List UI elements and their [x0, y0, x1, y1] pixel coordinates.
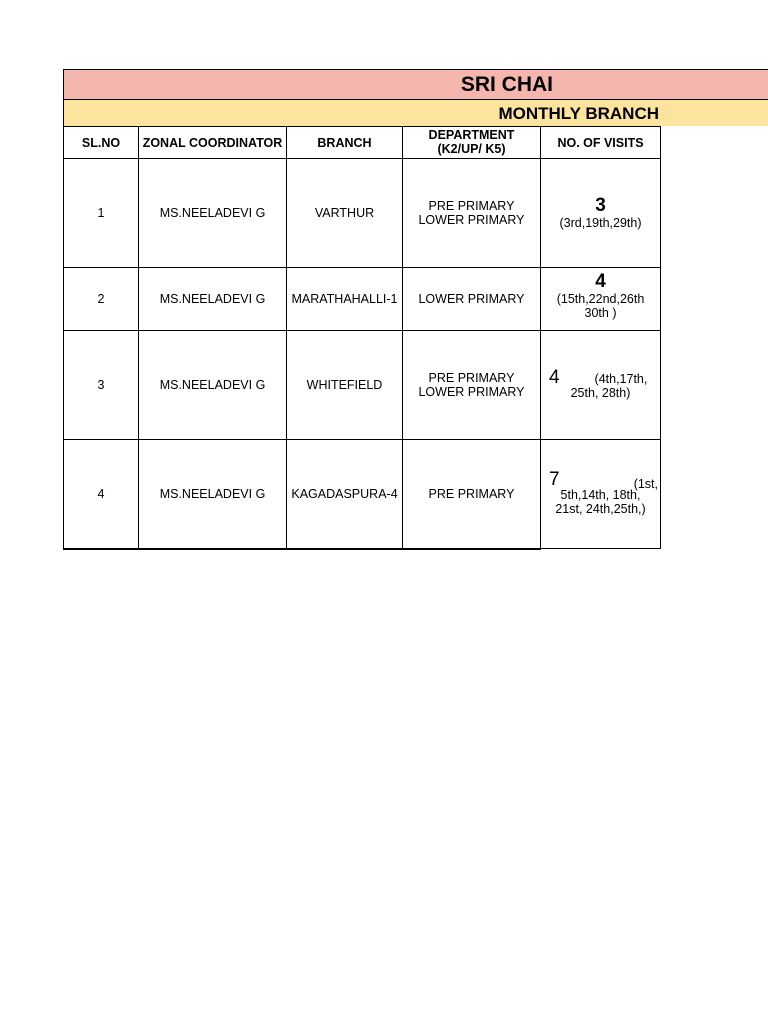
table-row	[64, 331, 661, 440]
header-department: DEPARTMENT (K2/UP/ K5)	[403, 127, 541, 159]
cell-zonal: MS.NEELADEVI G	[139, 268, 287, 331]
cell-department	[403, 159, 541, 268]
cell-zonal: MS.NEELADEVI G	[139, 440, 287, 549]
sheet-title: SRI CHAI	[460, 73, 553, 96]
department-line: PRE PRIMARY	[428, 199, 515, 213]
sheet-subtitle: MONTHLY BRANCH	[498, 104, 659, 123]
visits-dates: (15th,22nd,26th 30th )	[556, 292, 645, 320]
cell-zonal: MS.NEELADEVI G	[139, 159, 287, 268]
cell-visits	[541, 159, 661, 268]
cell-branch: MARATHAHALLI-1	[287, 268, 403, 331]
header-row	[64, 127, 661, 159]
header-zonal-coordinator: ZONAL COORDINATOR	[139, 127, 287, 159]
cell-visits	[541, 268, 661, 331]
department-line: LOWER PRIMARY	[418, 385, 525, 399]
header-slno: SL.NO	[64, 127, 139, 159]
cell-branch: WHITEFIELD	[287, 331, 403, 440]
table-row	[64, 440, 661, 549]
cell-slno: 2	[64, 268, 139, 331]
visits-count: 4	[549, 366, 560, 388]
title-banner	[63, 69, 768, 99]
visits-dates: 5th,14th, 18th,	[560, 487, 641, 502]
visits-count: 4	[595, 271, 606, 292]
visits-dates: (4th,17th,	[594, 371, 648, 386]
table-row	[64, 268, 661, 331]
cell-zonal: MS.NEELADEVI G	[139, 331, 287, 440]
visits-dates: 25th, 28th)	[570, 385, 631, 400]
visits-count: 7	[549, 468, 560, 490]
department-line: LOWER PRIMARY	[418, 213, 525, 227]
visits-dates: (1st,	[633, 476, 658, 491]
cell-department	[403, 331, 541, 440]
subtitle-banner	[63, 99, 768, 126]
cell-department	[403, 440, 541, 549]
visits-dates: 21st, 24th,25th,)	[555, 501, 646, 516]
cell-visits	[541, 331, 661, 440]
cell-branch: KAGADASPURA-4	[287, 440, 403, 549]
cell-department	[403, 268, 541, 331]
header-branch: BRANCH	[287, 127, 403, 159]
header-visits: NO. OF VISITS	[541, 127, 661, 159]
visits-dates: (3rd,19th,29th)	[559, 216, 642, 230]
department-line: LOWER PRIMARY	[418, 292, 525, 306]
table-row	[64, 159, 661, 268]
visits-table	[63, 126, 661, 550]
cell-branch: VARTHUR	[287, 159, 403, 268]
cell-slno: 3	[64, 331, 139, 440]
cell-visits	[541, 440, 661, 549]
department-line: PRE PRIMARY	[428, 486, 515, 501]
department-line: PRE PRIMARY	[428, 371, 515, 385]
cell-slno: 1	[64, 159, 139, 268]
visits-count: 3	[595, 195, 606, 216]
cell-slno: 4	[64, 440, 139, 549]
